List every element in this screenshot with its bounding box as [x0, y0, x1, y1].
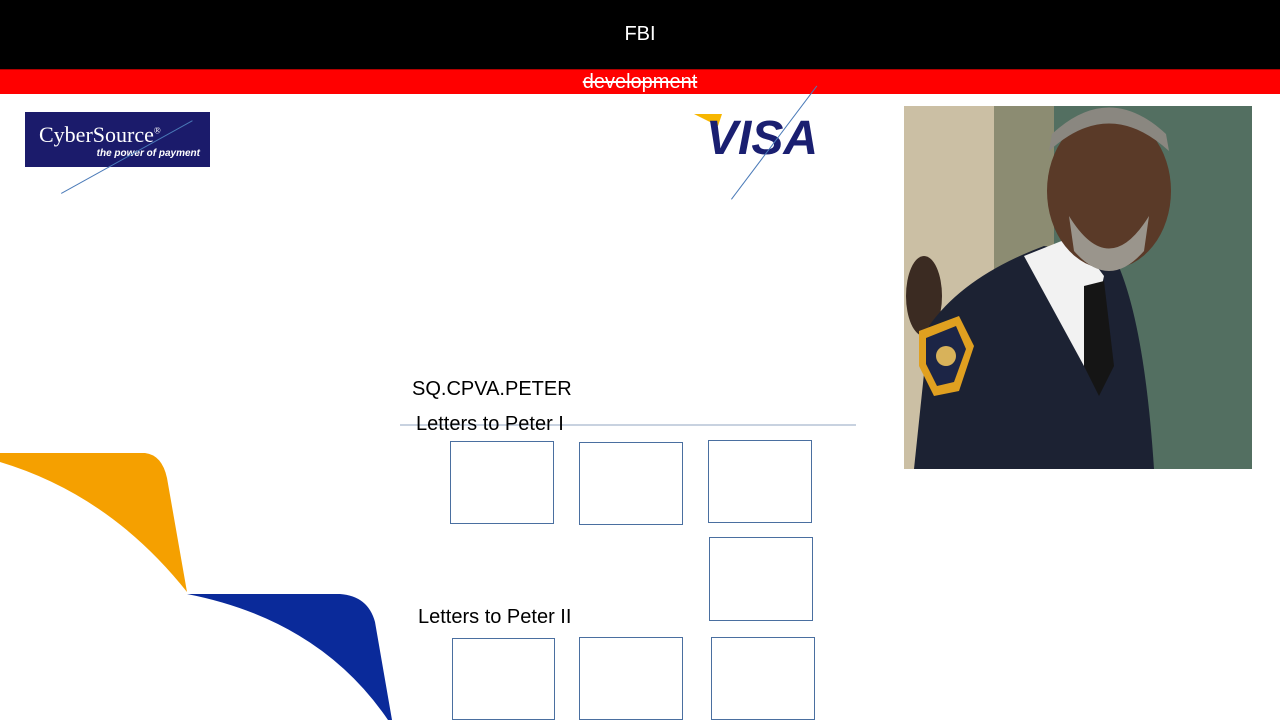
- swoosh-orange: [0, 453, 187, 592]
- letter-box-6[interactable]: [579, 637, 683, 720]
- header-title: FBI: [624, 23, 656, 45]
- banner-label: development: [582, 70, 698, 93]
- swoosh-blue: [187, 594, 392, 720]
- header-bar: [0, 0, 1280, 69]
- section-1-title: Letters to Peter I: [416, 413, 564, 435]
- letter-box-7[interactable]: [711, 637, 815, 720]
- code-label: SQ.CPVA.PETER: [412, 378, 572, 400]
- decorative-swoosh: [0, 450, 400, 720]
- letter-box-2[interactable]: [579, 442, 683, 525]
- cybersource-tagline: the power of payment: [96, 148, 200, 159]
- visa-logo: [694, 108, 824, 160]
- section-2-title: Letters to Peter II: [418, 606, 572, 628]
- letter-box-1[interactable]: [450, 441, 554, 524]
- letter-box-5[interactable]: [452, 638, 555, 720]
- development-banner: [0, 69, 1280, 94]
- letter-box-3[interactable]: [708, 440, 812, 523]
- registered-mark: ®: [153, 125, 161, 136]
- cybersource-logo: [25, 112, 210, 167]
- letter-box-4[interactable]: [709, 537, 813, 621]
- officer-photo: [904, 106, 1252, 469]
- cybersource-name: CyberSource: [39, 122, 154, 147]
- visa-wordmark: VISA: [706, 112, 819, 160]
